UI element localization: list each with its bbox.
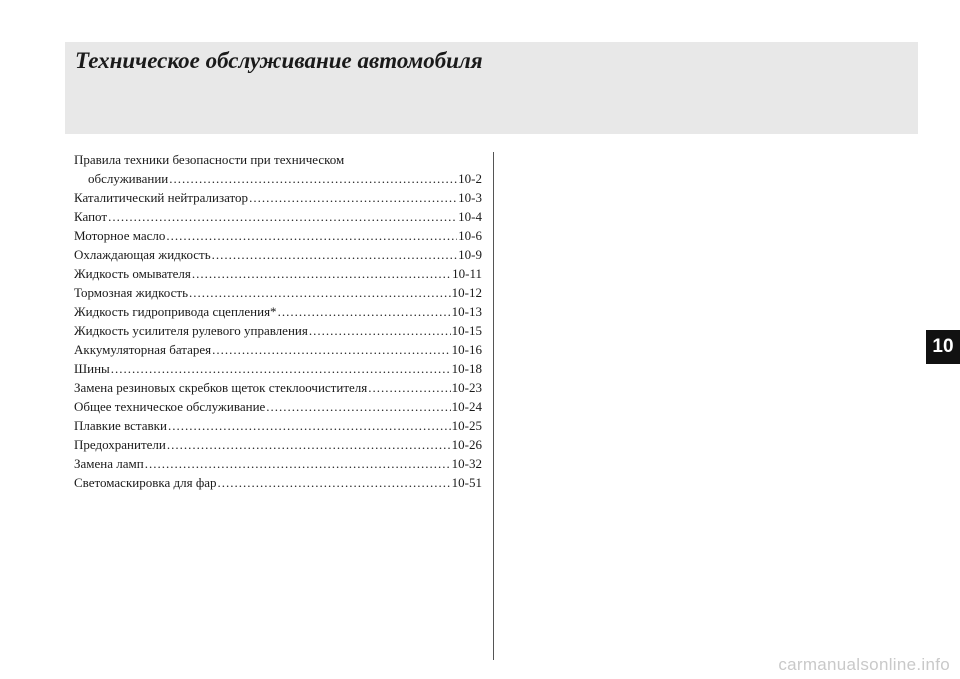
watermark: carmanualsonline.info bbox=[778, 655, 950, 674]
toc-entry-title: Предохранители bbox=[74, 437, 166, 452]
toc-entry[interactable] bbox=[74, 283, 482, 302]
chapter-tab bbox=[926, 330, 960, 364]
toc-page-number: 10-25 bbox=[451, 418, 482, 433]
toc-entry-title: Правила техники безопасности при техническом bbox=[74, 152, 345, 167]
toc-entry-title: Каталитический нейтрализатор bbox=[74, 190, 249, 205]
toc-entry[interactable] bbox=[74, 150, 482, 188]
chapter-title: Техническое обслуживание автомобиля bbox=[75, 48, 483, 73]
toc-entry-title: Моторное масло bbox=[74, 228, 166, 243]
toc-entry[interactable] bbox=[74, 359, 482, 378]
toc-entry-title: обслуживании bbox=[88, 171, 169, 186]
toc-entry-title: Жидкость усилителя рулевого управления bbox=[74, 323, 308, 338]
toc-leader-dots bbox=[166, 226, 457, 245]
toc-page-number: 10-26 bbox=[451, 437, 482, 452]
toc-entry-title: Аккумуляторная батарея bbox=[74, 342, 212, 357]
toc-leader-dots bbox=[168, 416, 451, 435]
toc-leader-dots bbox=[189, 283, 451, 302]
toc-page-number: 10-4 bbox=[458, 209, 482, 224]
toc-leader-dots bbox=[169, 169, 457, 188]
toc-entry-title: Плавкие вставки bbox=[74, 418, 167, 433]
toc-entry[interactable] bbox=[74, 188, 482, 207]
toc-page-number: 10-3 bbox=[458, 190, 482, 205]
toc-leader-dots bbox=[249, 188, 457, 207]
toc-leader-dots bbox=[368, 378, 450, 397]
toc-entry[interactable] bbox=[74, 473, 482, 492]
toc-page-number: 10-13 bbox=[451, 304, 482, 319]
table-of-contents bbox=[74, 150, 482, 492]
toc-entry[interactable] bbox=[74, 226, 482, 245]
toc-entry[interactable] bbox=[74, 264, 482, 283]
toc-entry[interactable] bbox=[74, 302, 482, 321]
toc-page-number: 10-51 bbox=[451, 475, 482, 490]
toc-entry-title: Тормозная жидкость bbox=[74, 285, 188, 300]
toc-page-number: 10-24 bbox=[451, 399, 482, 414]
toc-entry[interactable] bbox=[74, 321, 482, 340]
toc-leader-dots bbox=[192, 264, 451, 283]
toc-leader-dots bbox=[309, 321, 451, 340]
toc-page-number: 10-12 bbox=[451, 285, 482, 300]
toc-leader-dots bbox=[145, 454, 451, 473]
toc-entry[interactable] bbox=[74, 207, 482, 226]
toc-page-number: 10-23 bbox=[451, 380, 482, 395]
toc-leader-dots bbox=[266, 397, 450, 416]
toc-page-number: 10-18 bbox=[451, 361, 482, 376]
toc-entry[interactable] bbox=[74, 435, 482, 454]
toc-leader-dots bbox=[278, 302, 451, 321]
toc-entry-title: Общее техническое обслуживание bbox=[74, 399, 266, 414]
toc-leader-dots bbox=[218, 473, 451, 492]
toc-leader-dots bbox=[111, 359, 451, 378]
column-divider bbox=[493, 152, 494, 660]
toc-page-number: 10-15 bbox=[451, 323, 482, 338]
toc-entry[interactable] bbox=[74, 454, 482, 473]
toc-entry[interactable] bbox=[74, 416, 482, 435]
chapter-header-band bbox=[65, 42, 918, 134]
toc-page-number: 10-6 bbox=[458, 228, 482, 243]
toc-entry-title: Жидкость омывателя bbox=[74, 266, 191, 281]
toc-entry[interactable] bbox=[74, 378, 482, 397]
toc-entry-title: Жидкость гидропривода сцепления* bbox=[74, 304, 277, 319]
toc-page-number: 10-11 bbox=[452, 266, 482, 281]
toc-leader-dots bbox=[212, 340, 450, 359]
toc-leader-dots bbox=[108, 207, 457, 226]
toc-entry-title: Замена ламп bbox=[74, 456, 144, 471]
toc-entry-title: Замена резиновых скребков щеток стеклоочистителя bbox=[74, 380, 368, 395]
chapter-tab-number: 10 bbox=[932, 336, 954, 357]
toc-page-number: 10-2 bbox=[458, 171, 482, 186]
toc-entry-title: Шины bbox=[74, 361, 110, 376]
toc-leader-dots bbox=[167, 435, 451, 454]
toc-page-number: 10-9 bbox=[458, 247, 482, 262]
toc-entry-title: Охлаждающая жидкость bbox=[74, 247, 211, 262]
toc-entry[interactable] bbox=[74, 397, 482, 416]
toc-page-number: 10-32 bbox=[451, 456, 482, 471]
toc-page-number: 10-16 bbox=[451, 342, 482, 357]
toc-entry-title: Капот bbox=[74, 209, 108, 224]
toc-entry[interactable] bbox=[74, 245, 482, 264]
toc-entry[interactable] bbox=[74, 340, 482, 359]
toc-leader-dots bbox=[212, 245, 458, 264]
toc-entry-title: Светомаскировка для фар bbox=[74, 475, 217, 490]
